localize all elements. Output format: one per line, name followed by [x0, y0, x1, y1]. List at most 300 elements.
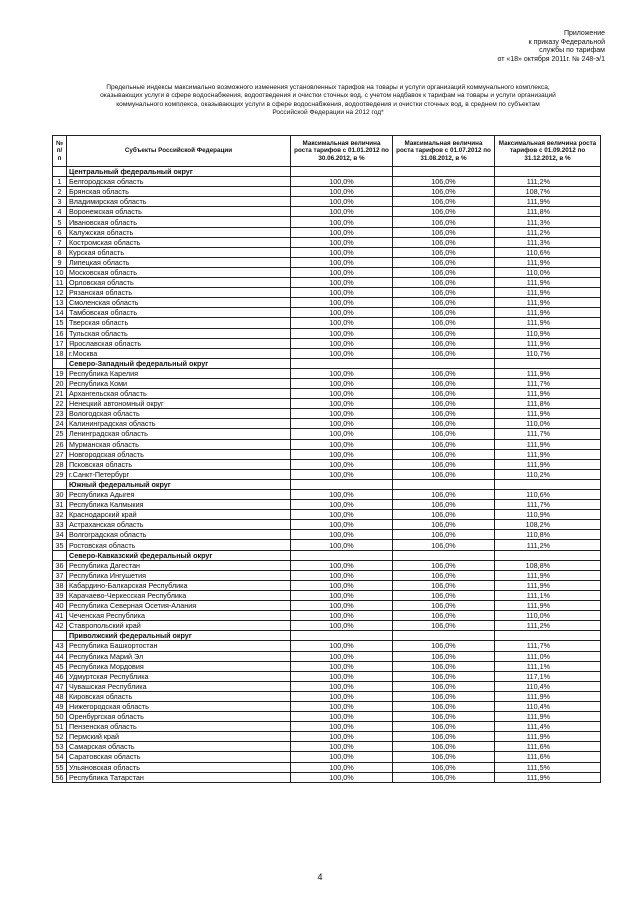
table-row — [53, 601, 601, 611]
value-h1-2012: 100,0% — [291, 449, 393, 459]
row-number: 1 — [53, 177, 67, 187]
region-name: Ненецкий автономный округ — [67, 399, 291, 409]
approval-line: от «18» октября 2011г. № 248-э/1 — [497, 55, 605, 63]
value-jul-aug-2012: 106,0% — [393, 257, 495, 267]
value-h1-2012: 100,0% — [291, 257, 393, 267]
district-number-cell — [53, 167, 67, 177]
value-h1-2012: 100,0% — [291, 278, 393, 288]
value-sep-dec-2012: 110,0% — [495, 267, 601, 277]
region-name: Московская область — [67, 267, 291, 277]
value-jul-aug-2012: 106,0% — [393, 197, 495, 207]
region-name: Мурманская область — [67, 439, 291, 449]
row-number: 33 — [53, 520, 67, 530]
value-h1-2012: 100,0% — [291, 459, 393, 469]
row-number: 26 — [53, 439, 67, 449]
region-name: Республика Калмыкия — [67, 500, 291, 510]
table-row — [53, 399, 601, 409]
district-value-cell — [495, 167, 601, 177]
region-name: Ивановская область — [67, 217, 291, 227]
district-number-cell — [53, 631, 67, 641]
row-number: 50 — [53, 712, 67, 722]
value-jul-aug-2012: 106,0% — [393, 611, 495, 621]
region-name: Республика Коми — [67, 378, 291, 388]
value-sep-dec-2012: 111,9% — [495, 288, 601, 298]
value-h1-2012: 100,0% — [291, 328, 393, 338]
value-sep-dec-2012: 110,0% — [495, 611, 601, 621]
value-h1-2012: 100,0% — [291, 247, 393, 257]
row-number: 37 — [53, 570, 67, 580]
value-jul-aug-2012: 106,0% — [393, 318, 495, 328]
row-number: 12 — [53, 288, 67, 298]
row-number: 32 — [53, 510, 67, 520]
row-number: 28 — [53, 459, 67, 469]
value-jul-aug-2012: 106,0% — [393, 621, 495, 631]
value-h1-2012: 100,0% — [291, 217, 393, 227]
district-number-cell — [53, 358, 67, 368]
row-number: 24 — [53, 419, 67, 429]
table-row — [53, 267, 601, 277]
region-name: Тульская область — [67, 328, 291, 338]
value-sep-dec-2012: 111,5% — [495, 762, 601, 772]
row-number: 53 — [53, 742, 67, 752]
district-value-cell — [495, 550, 601, 560]
row-number: 43 — [53, 641, 67, 651]
table-row — [53, 389, 601, 399]
region-name: Республика Северная Осетия-Алания — [67, 601, 291, 611]
value-jul-aug-2012: 106,0% — [393, 247, 495, 257]
region-name: Вологодская область — [67, 409, 291, 419]
value-jul-aug-2012: 106,0% — [393, 217, 495, 227]
value-h1-2012: 100,0% — [291, 701, 393, 711]
value-jul-aug-2012: 106,0% — [393, 298, 495, 308]
page-number: 4 — [317, 872, 323, 882]
value-h1-2012: 100,0% — [291, 580, 393, 590]
row-number: 51 — [53, 722, 67, 732]
value-jul-aug-2012: 106,0% — [393, 439, 495, 449]
value-h1-2012: 100,0% — [291, 762, 393, 772]
value-h1-2012: 100,0% — [291, 570, 393, 580]
region-name: Пензенская область — [67, 722, 291, 732]
row-number: 29 — [53, 469, 67, 479]
value-jul-aug-2012: 106,0% — [393, 207, 495, 217]
table-row — [53, 257, 601, 267]
table-row — [53, 429, 601, 439]
value-sep-dec-2012: 111,9% — [495, 338, 601, 348]
value-sep-dec-2012: 111,3% — [495, 217, 601, 227]
value-h1-2012: 100,0% — [291, 237, 393, 247]
value-sep-dec-2012: 111,6% — [495, 752, 601, 762]
row-number: 11 — [53, 278, 67, 288]
value-h1-2012: 100,0% — [291, 368, 393, 378]
district-row — [53, 550, 601, 560]
value-jul-aug-2012: 106,0% — [393, 560, 495, 570]
row-number: 17 — [53, 338, 67, 348]
approval-line: службы по тарифам — [539, 47, 605, 55]
value-jul-aug-2012: 106,0% — [393, 540, 495, 550]
table-row — [53, 641, 601, 651]
district-row — [53, 631, 601, 641]
district-value-cell — [393, 550, 495, 560]
row-number: 45 — [53, 661, 67, 671]
district-row — [53, 167, 601, 177]
value-sep-dec-2012: 117,1% — [495, 671, 601, 681]
table-row — [53, 459, 601, 469]
value-sep-dec-2012: 111,8% — [495, 399, 601, 409]
row-number: 42 — [53, 621, 67, 631]
table-row — [53, 691, 601, 701]
value-jul-aug-2012: 106,0% — [393, 378, 495, 388]
region-name: Тверская область — [67, 318, 291, 328]
value-sep-dec-2012: 111,9% — [495, 580, 601, 590]
value-jul-aug-2012: 106,0% — [393, 520, 495, 530]
table-row — [53, 762, 601, 772]
value-sep-dec-2012: 111,3% — [495, 237, 601, 247]
row-number: 49 — [53, 701, 67, 711]
row-number: 30 — [53, 490, 67, 500]
row-number: 15 — [53, 318, 67, 328]
value-jul-aug-2012: 106,0% — [393, 308, 495, 318]
value-jul-aug-2012: 106,0% — [393, 449, 495, 459]
value-h1-2012: 100,0% — [291, 348, 393, 358]
value-jul-aug-2012: 106,0% — [393, 500, 495, 510]
table-row — [53, 348, 601, 358]
table-row — [53, 469, 601, 479]
region-name: г.Москва — [67, 348, 291, 358]
region-name: Самарская область — [67, 742, 291, 752]
table-row — [53, 217, 601, 227]
row-number: 23 — [53, 409, 67, 419]
value-sep-dec-2012: 111,9% — [495, 368, 601, 378]
region-name: Нижегородская область — [67, 701, 291, 711]
value-jul-aug-2012: 106,0% — [393, 490, 495, 500]
table-row — [53, 409, 601, 419]
value-jul-aug-2012: 106,0% — [393, 752, 495, 762]
row-number: 16 — [53, 328, 67, 338]
district-value-cell — [291, 550, 393, 560]
region-name: Белгородская область — [67, 177, 291, 187]
region-name: Оренбургская область — [67, 712, 291, 722]
value-sep-dec-2012: 111,9% — [495, 257, 601, 267]
value-sep-dec-2012: 111,9% — [495, 197, 601, 207]
district-value-cell — [495, 358, 601, 368]
value-h1-2012: 100,0% — [291, 722, 393, 732]
region-name: Новгородская область — [67, 449, 291, 459]
value-sep-dec-2012: 111,9% — [495, 308, 601, 318]
row-number: 44 — [53, 651, 67, 661]
table-row — [53, 207, 601, 217]
value-sep-dec-2012: 108,8% — [495, 560, 601, 570]
region-name: Тамбовская область — [67, 308, 291, 318]
value-sep-dec-2012: 111,9% — [495, 318, 601, 328]
region-name: Карачаево-Черкесская Республика — [67, 590, 291, 600]
value-h1-2012: 100,0% — [291, 772, 393, 782]
table-row — [53, 449, 601, 459]
row-number: 21 — [53, 389, 67, 399]
value-sep-dec-2012: 111,9% — [495, 732, 601, 742]
region-name: Калужская область — [67, 227, 291, 237]
value-h1-2012: 100,0% — [291, 651, 393, 661]
value-jul-aug-2012: 106,0% — [393, 389, 495, 399]
value-jul-aug-2012: 106,0% — [393, 590, 495, 600]
district-row — [53, 479, 601, 489]
value-jul-aug-2012: 106,0% — [393, 237, 495, 247]
value-h1-2012: 100,0% — [291, 197, 393, 207]
district-value-cell — [393, 167, 495, 177]
row-number: 18 — [53, 348, 67, 358]
value-h1-2012: 100,0% — [291, 267, 393, 277]
value-h1-2012: 100,0% — [291, 530, 393, 540]
district-value-cell — [393, 631, 495, 641]
region-name: Ставропольский край — [67, 621, 291, 631]
value-sep-dec-2012: 111,2% — [495, 227, 601, 237]
value-h1-2012: 100,0% — [291, 338, 393, 348]
table-header-row — [53, 136, 601, 167]
table-row — [53, 621, 601, 631]
row-number: 54 — [53, 752, 67, 762]
table-row — [53, 187, 601, 197]
table-row — [53, 681, 601, 691]
value-jul-aug-2012: 106,0% — [393, 681, 495, 691]
value-jul-aug-2012: 106,0% — [393, 691, 495, 701]
region-name: Липецкая область — [67, 257, 291, 267]
region-name: Республика Мордовия — [67, 661, 291, 671]
value-sep-dec-2012: 108,2% — [495, 520, 601, 530]
district-name: Южный федеральный округ — [67, 479, 291, 489]
region-name: Волгоградская область — [67, 530, 291, 540]
district-value-cell — [291, 479, 393, 489]
district-row — [53, 358, 601, 368]
region-name: Орловская область — [67, 278, 291, 288]
row-number: 6 — [53, 227, 67, 237]
table-row — [53, 732, 601, 742]
value-sep-dec-2012: 110,8% — [495, 530, 601, 540]
value-sep-dec-2012: 111,8% — [495, 207, 601, 217]
value-jul-aug-2012: 106,0% — [393, 459, 495, 469]
value-h1-2012: 100,0% — [291, 621, 393, 631]
value-jul-aug-2012: 106,0% — [393, 570, 495, 580]
value-sep-dec-2012: 111,9% — [495, 439, 601, 449]
value-jul-aug-2012: 106,0% — [393, 177, 495, 187]
row-number: 20 — [53, 378, 67, 388]
value-jul-aug-2012: 106,0% — [393, 661, 495, 671]
region-name: Смоленская область — [67, 298, 291, 308]
table-row — [53, 540, 601, 550]
value-sep-dec-2012: 111,2% — [495, 540, 601, 550]
row-number: 35 — [53, 540, 67, 550]
region-name: Республика Башкортостан — [67, 641, 291, 651]
value-h1-2012: 100,0% — [291, 308, 393, 318]
value-sep-dec-2012: 111,9% — [495, 409, 601, 419]
value-sep-dec-2012: 111,7% — [495, 641, 601, 651]
row-number: 41 — [53, 611, 67, 621]
value-jul-aug-2012: 106,0% — [393, 651, 495, 661]
value-h1-2012: 100,0% — [291, 752, 393, 762]
region-name: Саратовская область — [67, 752, 291, 762]
district-number-cell — [53, 550, 67, 560]
table-row — [53, 530, 601, 540]
value-h1-2012: 100,0% — [291, 691, 393, 701]
value-sep-dec-2012: 110,0% — [495, 419, 601, 429]
value-h1-2012: 100,0% — [291, 712, 393, 722]
table-row — [53, 237, 601, 247]
district-value-cell — [291, 631, 393, 641]
row-number: 14 — [53, 308, 67, 318]
table-row — [53, 490, 601, 500]
district-value-cell — [393, 358, 495, 368]
value-h1-2012: 100,0% — [291, 490, 393, 500]
district-name: Северо-Кавказский федеральный округ — [67, 550, 291, 560]
region-name: Кабардино-Балкарская Республика — [67, 580, 291, 590]
district-name: Приволжский федеральный округ — [67, 631, 291, 641]
value-h1-2012: 100,0% — [291, 732, 393, 742]
value-sep-dec-2012: 108,7% — [495, 187, 601, 197]
value-sep-dec-2012: 110,7% — [495, 348, 601, 358]
value-sep-dec-2012: 111,9% — [495, 459, 601, 469]
value-sep-dec-2012: 111,7% — [495, 378, 601, 388]
value-h1-2012: 100,0% — [291, 429, 393, 439]
row-number: 40 — [53, 601, 67, 611]
table-row — [53, 318, 601, 328]
value-sep-dec-2012: 111,2% — [495, 177, 601, 187]
region-name: Республика Дагестан — [67, 560, 291, 570]
row-number: 48 — [53, 691, 67, 701]
value-h1-2012: 100,0% — [291, 671, 393, 681]
region-name: Ростовская область — [67, 540, 291, 550]
value-h1-2012: 100,0% — [291, 439, 393, 449]
table-row — [53, 651, 601, 661]
region-name: Чеченская Республика — [67, 611, 291, 621]
value-sep-dec-2012: 111,9% — [495, 278, 601, 288]
table-row — [53, 308, 601, 318]
row-number: 4 — [53, 207, 67, 217]
table-row — [53, 328, 601, 338]
value-h1-2012: 100,0% — [291, 288, 393, 298]
district-name: Северо-Западный федеральный округ — [67, 358, 291, 368]
row-number: 27 — [53, 449, 67, 459]
row-number: 34 — [53, 530, 67, 540]
value-h1-2012: 100,0% — [291, 500, 393, 510]
document-title — [58, 84, 598, 118]
value-jul-aug-2012: 106,0% — [393, 469, 495, 479]
row-number: 25 — [53, 429, 67, 439]
value-jul-aug-2012: 106,0% — [393, 701, 495, 711]
value-h1-2012: 100,0% — [291, 560, 393, 570]
table-row — [53, 298, 601, 308]
region-name: Калининградская область — [67, 419, 291, 429]
table-row — [53, 227, 601, 237]
approval-line: Приложение — [563, 30, 605, 37]
value-h1-2012: 100,0% — [291, 641, 393, 651]
region-name: Владимирская область — [67, 197, 291, 207]
value-jul-aug-2012: 106,0% — [393, 288, 495, 298]
row-number: 56 — [53, 772, 67, 782]
value-sep-dec-2012: 110,9% — [495, 328, 601, 338]
value-jul-aug-2012: 106,0% — [393, 278, 495, 288]
district-value-cell — [291, 167, 393, 177]
tariff-table — [52, 135, 601, 783]
table-row — [53, 712, 601, 722]
value-sep-dec-2012: 111,1% — [495, 590, 601, 600]
value-jul-aug-2012: 106,0% — [393, 530, 495, 540]
value-sep-dec-2012: 111,9% — [495, 449, 601, 459]
approval-block — [497, 30, 605, 64]
value-h1-2012: 100,0% — [291, 611, 393, 621]
region-name: Республика Ингушетия — [67, 570, 291, 580]
value-jul-aug-2012: 106,0% — [393, 742, 495, 752]
region-name: Республика Татарстан — [67, 772, 291, 782]
column-header-subject: Субъекты Российской Федерации — [67, 136, 291, 167]
table-row — [53, 288, 601, 298]
value-sep-dec-2012: 111,9% — [495, 691, 601, 701]
region-name: Ульяновская область — [67, 762, 291, 772]
value-sep-dec-2012: 111,6% — [495, 742, 601, 752]
table-row — [53, 247, 601, 257]
table-row — [53, 197, 601, 207]
region-name: Псковская область — [67, 459, 291, 469]
value-h1-2012: 100,0% — [291, 399, 393, 409]
value-sep-dec-2012: 110,2% — [495, 469, 601, 479]
value-sep-dec-2012: 111,9% — [495, 298, 601, 308]
value-sep-dec-2012: 110,4% — [495, 701, 601, 711]
row-number: 38 — [53, 580, 67, 590]
value-sep-dec-2012: 111,9% — [495, 772, 601, 782]
value-jul-aug-2012: 106,0% — [393, 348, 495, 358]
value-jul-aug-2012: 106,0% — [393, 187, 495, 197]
table-row — [53, 378, 601, 388]
value-jul-aug-2012: 106,0% — [393, 712, 495, 722]
value-sep-dec-2012: 110,6% — [495, 490, 601, 500]
value-jul-aug-2012: 106,0% — [393, 419, 495, 429]
table-row — [53, 520, 601, 530]
region-name: Удмуртская Республика — [67, 671, 291, 681]
row-number: 3 — [53, 197, 67, 207]
row-number: 47 — [53, 681, 67, 691]
table-row — [53, 510, 601, 520]
table-row — [53, 439, 601, 449]
value-sep-dec-2012: 111,0% — [495, 651, 601, 661]
district-value-cell — [495, 631, 601, 641]
value-h1-2012: 100,0% — [291, 318, 393, 328]
row-number: 39 — [53, 590, 67, 600]
value-h1-2012: 100,0% — [291, 681, 393, 691]
value-h1-2012: 100,0% — [291, 409, 393, 419]
value-jul-aug-2012: 106,0% — [393, 601, 495, 611]
column-header-number: № п/п — [53, 136, 67, 167]
region-name: Брянская область — [67, 187, 291, 197]
value-h1-2012: 100,0% — [291, 389, 393, 399]
value-jul-aug-2012: 106,0% — [393, 328, 495, 338]
table-row — [53, 722, 601, 732]
value-h1-2012: 100,0% — [291, 298, 393, 308]
region-name: Чувашская Республика — [67, 681, 291, 691]
column-header-sep-dec-2012: Максимальная величина роста тарифов с 01.09.2012 по 31.12.2012, в % — [495, 136, 601, 167]
value-jul-aug-2012: 106,0% — [393, 762, 495, 772]
table-row — [53, 177, 601, 187]
region-name: Кировская область — [67, 691, 291, 701]
row-number: 52 — [53, 732, 67, 742]
region-name: Ярославская область — [67, 338, 291, 348]
column-header-jul-aug-2012: Максимальная величина роста тарифов с 01.07.2012 по 31.08.2012, в % — [393, 136, 495, 167]
row-number: 9 — [53, 257, 67, 267]
column-header-h1-2012: Максимальная величина роста тарифов с 01.01.2012 по 30.06.2012, в % — [291, 136, 393, 167]
region-name: Воронежская область — [67, 207, 291, 217]
value-h1-2012: 100,0% — [291, 207, 393, 217]
table-row — [53, 580, 601, 590]
value-jul-aug-2012: 106,0% — [393, 399, 495, 409]
district-value-cell — [393, 479, 495, 489]
value-h1-2012: 100,0% — [291, 378, 393, 388]
district-number-cell — [53, 479, 67, 489]
